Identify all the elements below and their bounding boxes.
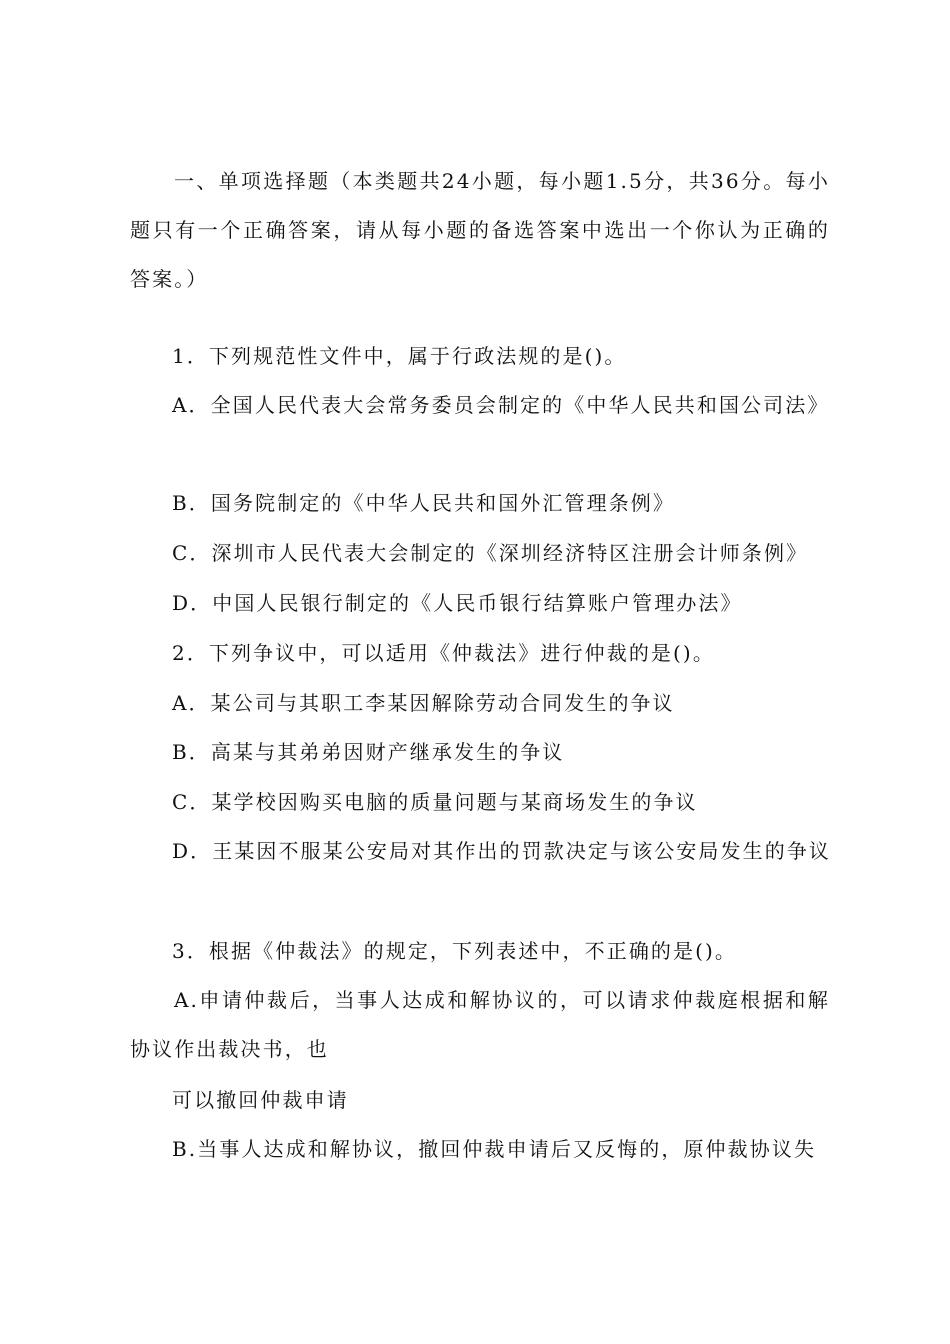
question-3-option-a: A.申请仲裁后，当事人达成和解协议的，可以请求仲裁庭根据和解协议作出裁决书，也 xyxy=(130,988,830,1061)
question-1-option-c: C．深圳市人民代表大会制定的《深圳经济特区注册会计师条例》 xyxy=(172,541,809,565)
question-2-option-d: D．王某因不服某公安局对其作出的罚款决定与该公安局发生的争议 xyxy=(172,839,832,863)
question-3-option-a-continued: 可以撤回仲裁申请 xyxy=(172,1088,349,1112)
question-2-option-a: A．某公司与其职工李某因解除劳动合同发生的争议 xyxy=(172,691,675,715)
question-2-stem: 2．下列争议中，可以适用《仲裁法》进行仲裁的是()。 xyxy=(172,641,715,665)
question-3-stem: 3．根据《仲裁法》的规定，下列表述中，不正确的是()。 xyxy=(172,939,738,963)
question-1-option-b: B．国务院制定的《中华人民共和国外汇管理条例》 xyxy=(172,491,675,515)
question-2-option-c: C．某学校因购买电脑的质量问题与某商场发生的争议 xyxy=(172,790,698,814)
question-1-option-a: A．全国人民代表大会常务委员会制定的《中华人民共和国公司法》 xyxy=(172,393,830,417)
section-heading: 一、单项选择题（本类题共24小题，每小题1.5分，共36分。每小题只有一个正确答案，请从每小题的备选答案中选出一个你认为正确的答案。） xyxy=(130,169,830,291)
question-2-option-b: B．高某与其弟弟因财产继承发生的争议 xyxy=(172,740,565,764)
question-3-option-b: B.当事人达成和解协议，撤回仲裁申请后又反悔的，原仲裁协议失 xyxy=(172,1137,817,1161)
question-1-option-d: D．中国人民银行制定的《人民币银行结算账户管理办法》 xyxy=(172,591,743,615)
question-1-stem: 1．下列规范性文件中，属于行政法规的是()。 xyxy=(172,344,627,368)
